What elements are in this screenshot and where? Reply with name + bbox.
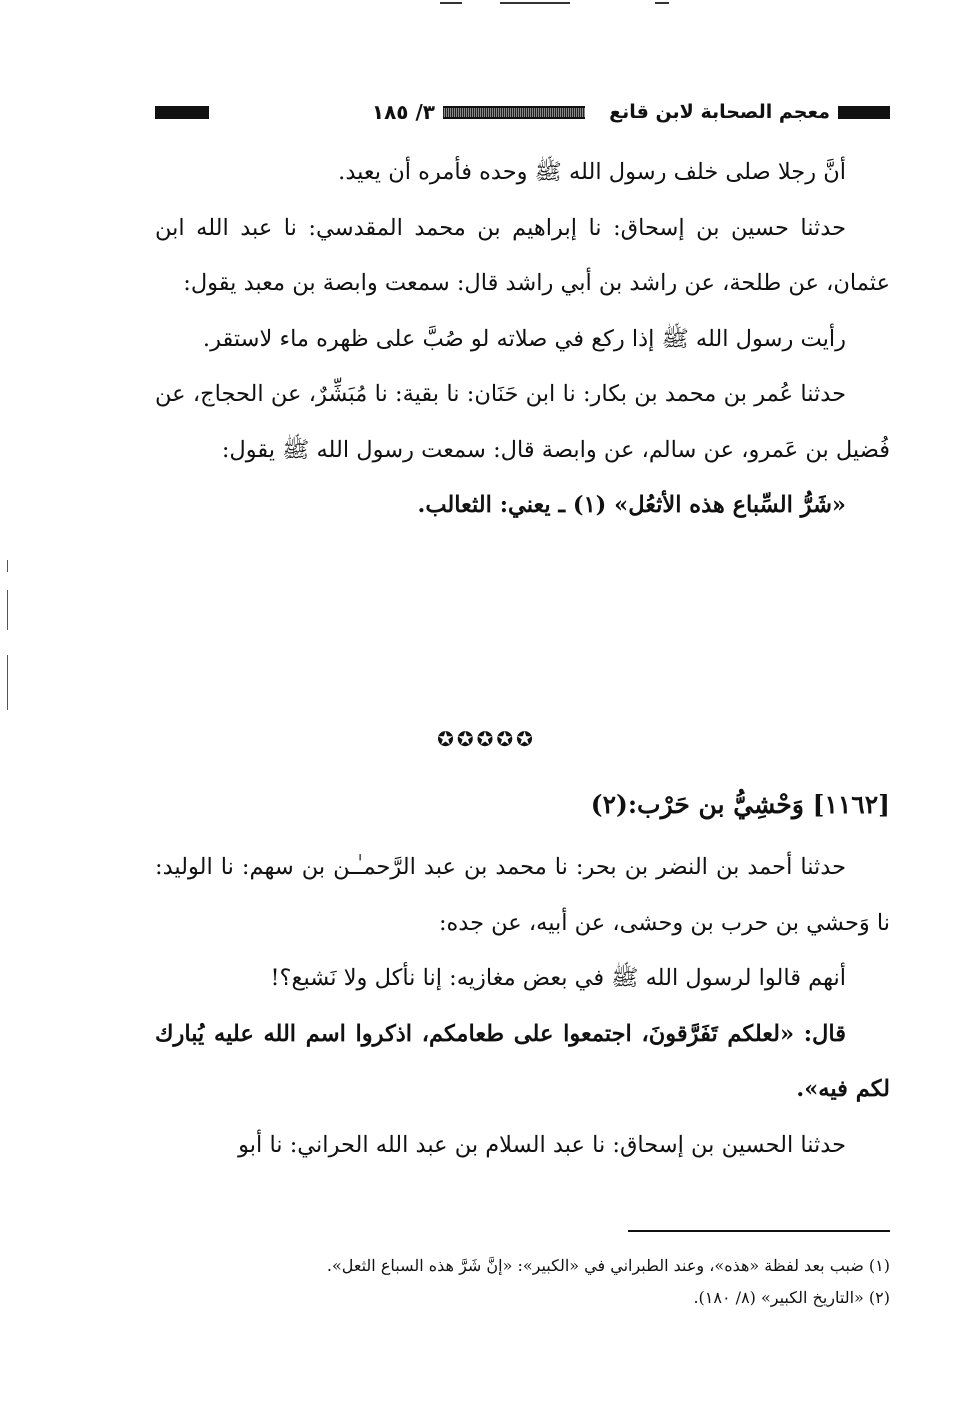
footnote: (٢) «التاريخ الكبير» (٨/ ١٨٠). [693, 1288, 890, 1307]
section-separator: ✪✪✪✪✪ [437, 727, 536, 751]
header-bar-right [838, 106, 890, 119]
running-header [155, 94, 890, 130]
paragraph: حدثنا أحمد بن النضر بن بحر: نا محمد بن عبد الرَّحمـٰـن بن سهم: نا الوليد: نا وَحشي بن حرب بن وحشى، عن أبيه، عن جده: [155, 854, 890, 936]
footnote-rule [628, 1230, 890, 1232]
main-text-lower [155, 840, 890, 1173]
footnote: (١) ضبب بعد لفظة «هذه»، وعند الطبراني في «الكبير»: «إنَّ شَرَّ هذه السباع الثعل». [326, 1256, 890, 1275]
paragraph: حدثنا الحسين بن إسحاق: نا عبد السلام بن عبد الله الحراني: نا أبو [238, 1131, 846, 1158]
hadith-quote: «شَرُّ السِّباع هذه الأثعُل» (١) ـ يعني: الثعالب. [417, 492, 846, 518]
entry-heading: [١١٦٢] وَحْشِيُّ بن حَرْب:(٢) [590, 790, 890, 819]
book-title: معجم الصحابة لابن قانع [609, 101, 830, 123]
footnotes [155, 1250, 890, 1314]
page-reference: ٣/ ١٨٥ [371, 100, 435, 124]
scan-marks [440, 0, 670, 8]
header-bar-middle [443, 106, 585, 119]
main-text-upper [155, 145, 890, 534]
hadith-quote: قال: «لعلكم تَفَرَّقونَ، اجتمعوا على طعامكم، اذكروا اسم الله عليه يُبارك لكم فيه». [155, 1020, 890, 1102]
scan-margin-ticks [6, 560, 10, 710]
header-bar-left [155, 106, 209, 119]
paragraph: رأيت رسول الله ﷺ إذا ركع في صلاته لو صُبَّ على ظهره ماء لاستقر. [202, 325, 846, 352]
paragraph: أنَّ رجلا صلى خلف رسول الله ﷺ وحده فأمره أن يعيد. [338, 159, 846, 185]
paragraph: حدثنا حسين بن إسحاق: نا إبراهيم بن محمد المقدسي: نا عبد الله ابن عثمان، عن طلحة، عن راشد بن أبي راشد قال: سمعت وابصة بن معبد يقول: [155, 214, 890, 296]
paragraph: أنهم قالوا لرسول الله ﷺ في بعض مغازيه: إنا نأكل ولا نَشبع؟! [270, 965, 846, 991]
paragraph: حدثنا عُمر بن محمد بن بكار: نا ابن حَنَان: نا بقية: نا مُبَشِّرٌ، عن الحجاج، عن فُضيل بن عَمرو، عن سالم، عن وابصة قال: سمعت رسول الله ﷺ يقول: [155, 381, 890, 463]
